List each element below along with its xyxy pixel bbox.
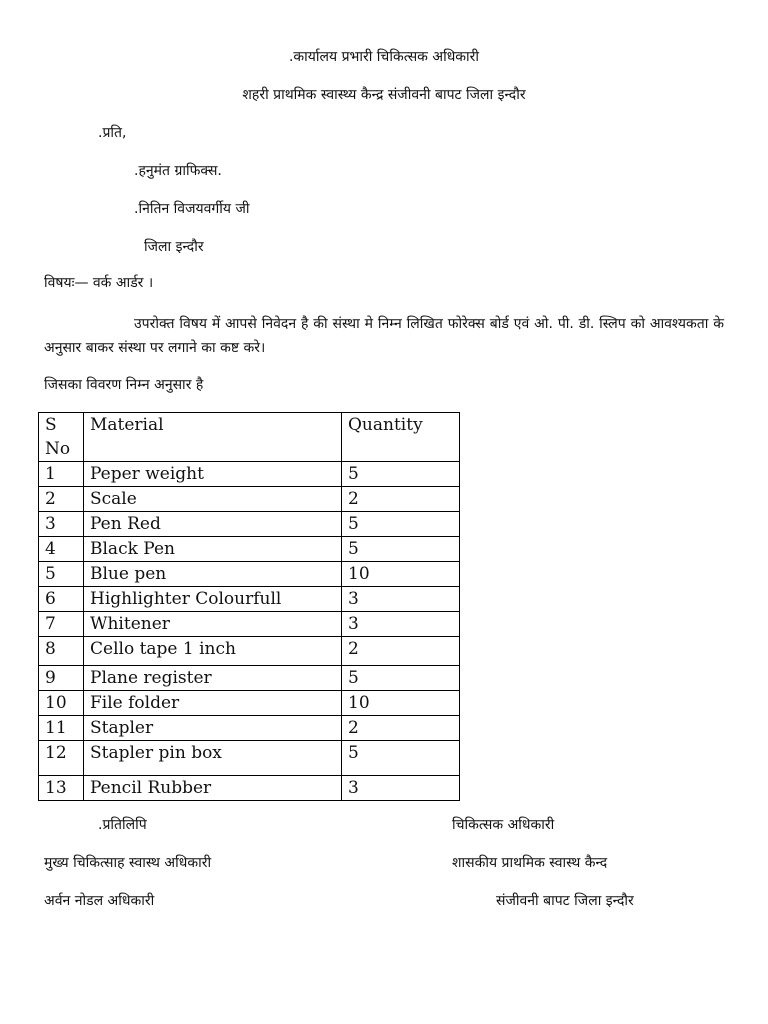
cell-material: Blue pen — [84, 562, 342, 587]
cell-sno: 13 — [39, 776, 84, 801]
body-paragraph — [44, 312, 724, 360]
cell-sno: 6 — [39, 587, 84, 612]
cell-quantity: 2 — [342, 637, 460, 666]
header-quantity: Quantity — [342, 413, 460, 462]
recipient-line-1: .हनुमंत ग्राफिक्स. — [134, 163, 222, 179]
cell-material: Pencil Rubber — [84, 776, 342, 801]
cell-sno: 4 — [39, 537, 84, 562]
cell-quantity: 5 — [342, 741, 460, 776]
cell-sno: 2 — [39, 487, 84, 512]
copy-recipient-1: मुख्य चिकित्साह स्वास्थ अधिकारी — [44, 855, 212, 871]
recipient-line-3: जिला इन्दौर — [144, 239, 204, 255]
cell-material: Cello tape 1 inch — [84, 637, 342, 666]
cell-sno: 11 — [39, 716, 84, 741]
copy-label: .प्रतिलिपि — [98, 817, 147, 833]
signatory-organisation: शासकीय प्राथमिक स्वास्थ कैन्द — [452, 855, 608, 871]
cell-material: Stapler pin box — [84, 741, 342, 776]
table-row — [39, 612, 460, 637]
table-row — [39, 741, 460, 776]
cell-sno: 8 — [39, 637, 84, 666]
recipient-to: .प्रति, — [98, 125, 127, 141]
cell-sno: 3 — [39, 512, 84, 537]
cell-material: File folder — [84, 691, 342, 716]
cell-quantity: 10 — [342, 562, 460, 587]
cell-quantity: 3 — [342, 587, 460, 612]
cell-material: Highlighter Colourfull — [84, 587, 342, 612]
cell-quantity: 5 — [342, 666, 460, 691]
cell-quantity: 5 — [342, 537, 460, 562]
cell-material: Whitener — [84, 612, 342, 637]
cell-quantity: 3 — [342, 776, 460, 801]
details-intro: जिसका विवरण निम्न अनुसार है — [44, 377, 204, 393]
signatory-title: चिकित्सक अधिकारी — [452, 817, 555, 833]
table-row — [39, 637, 460, 666]
table-row — [39, 691, 460, 716]
table-row — [39, 512, 460, 537]
cell-material: Stapler — [84, 716, 342, 741]
body-text: उपरोक्त विषय में आपसे निवेदन है की संस्था मे निम्न लिखित फोरेक्स बोर्ड एवं ओ. पी. डी. स्लिप को आवश्यकता के अनुसार बाकर संस्था पर लगाने का कष्ट करे। — [44, 316, 724, 356]
table-row — [39, 776, 460, 801]
cell-quantity: 5 — [342, 512, 460, 537]
recipient-line-2: .नितिन विजयवर्गीय जी — [134, 201, 250, 217]
cell-quantity: 2 — [342, 487, 460, 512]
table-row — [39, 537, 460, 562]
cell-sno: 7 — [39, 612, 84, 637]
cell-material: Pen Red — [84, 512, 342, 537]
header-sno: S No — [39, 413, 84, 462]
cell-quantity: 5 — [342, 462, 460, 487]
cell-sno: 12 — [39, 741, 84, 776]
table-row — [39, 487, 460, 512]
office-heading: .कार्यालय प्रभारी चिकित्सक अधिकारी — [288, 49, 480, 65]
cell-sno: 1 — [39, 462, 84, 487]
centre-heading: शहरी प्राथमिक स्वास्थ्य कैन्द्र संजीवनी बापट जिला इन्दौर — [242, 87, 526, 103]
table-row — [39, 716, 460, 741]
cell-material: Scale — [84, 487, 342, 512]
materials-table — [38, 412, 460, 801]
cell-material: Black Pen — [84, 537, 342, 562]
cell-sno: 5 — [39, 562, 84, 587]
table-header-row — [39, 413, 460, 462]
copy-recipient-2: अर्वन नोडल अधिकारी — [44, 893, 155, 909]
cell-quantity: 3 — [342, 612, 460, 637]
subject-line: विषयः— वर्क आर्डर । — [44, 275, 154, 291]
table-row — [39, 562, 460, 587]
header-material: Material — [84, 413, 342, 462]
table-row — [39, 666, 460, 691]
signatory-place: संजीवनी बापट जिला इन्दौर — [496, 893, 634, 909]
cell-material: Plane register — [84, 666, 342, 691]
cell-quantity: 10 — [342, 691, 460, 716]
cell-sno: 10 — [39, 691, 84, 716]
table-row — [39, 587, 460, 612]
cell-material: Peper weight — [84, 462, 342, 487]
cell-quantity: 2 — [342, 716, 460, 741]
table-row — [39, 462, 460, 487]
cell-sno: 9 — [39, 666, 84, 691]
